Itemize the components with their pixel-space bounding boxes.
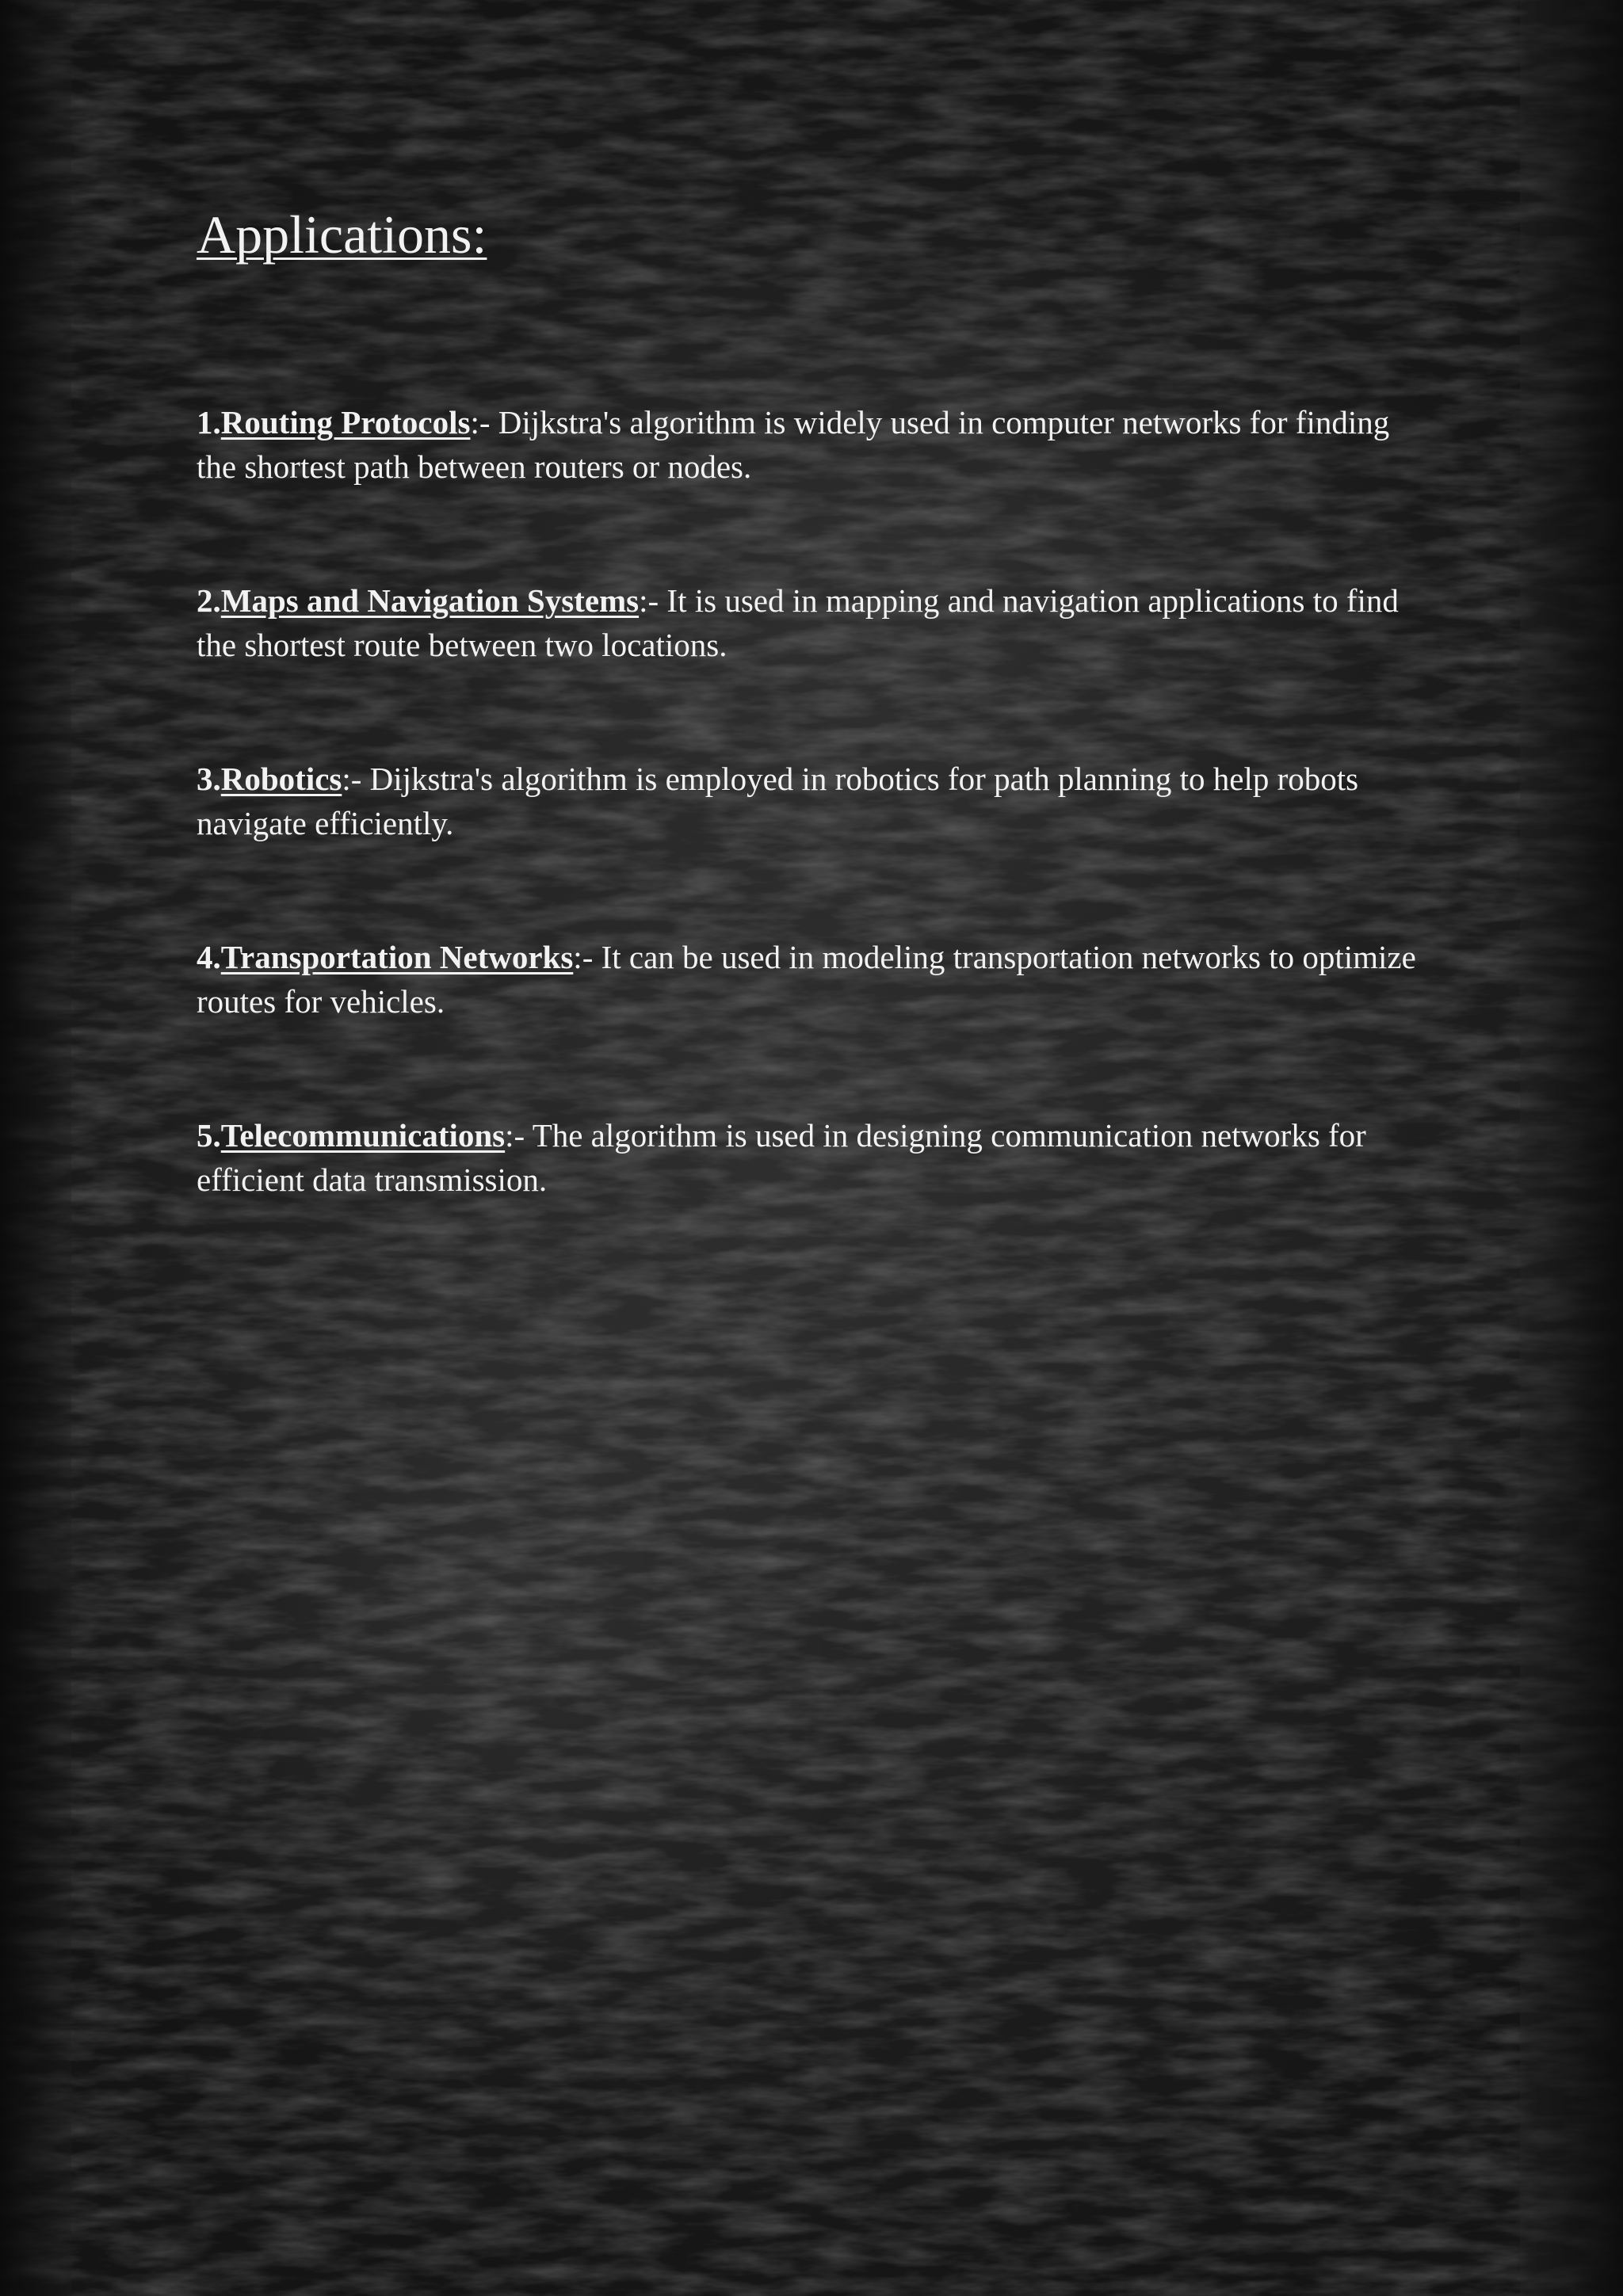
board-right-edge: [1520, 0, 1623, 2296]
page-title: Applications:: [197, 204, 487, 265]
list-item: [197, 400, 1433, 489]
document-content: [197, 202, 1433, 1198]
item-term: Transportation Networks: [220, 939, 574, 975]
item-separator: :-: [573, 939, 601, 975]
item-number: 1.: [197, 404, 221, 441]
item-description: Dijkstra's algorithm is employed in robotics for path planning to help robots navigate efficiently.: [197, 761, 1359, 841]
item-separator: :-: [342, 761, 370, 797]
list-item: [197, 578, 1433, 667]
list-item: [197, 757, 1433, 845]
list-item: [197, 935, 1433, 1024]
item-separator: :-: [505, 1117, 533, 1154]
item-separator: :-: [470, 404, 498, 441]
item-term: Telecommunications: [220, 1117, 506, 1154]
item-separator: :-: [639, 582, 667, 619]
item-description: It is used in mapping and navigation applications to find the shortest route between two locations.: [197, 582, 1399, 663]
item-number: 4.: [197, 939, 221, 975]
item-number: 3.: [197, 761, 221, 797]
item-number: 5.: [197, 1117, 221, 1154]
item-number: 2.: [197, 582, 221, 619]
item-term: Robotics: [220, 761, 342, 797]
item-term: Routing Protocols: [220, 404, 471, 441]
board-left-edge: [0, 0, 71, 2296]
item-term: Maps and Navigation Systems: [220, 582, 640, 619]
item-description: The algorithm is used in designing communication networks for efficient data transmission.: [197, 1117, 1366, 1198]
list-item: [197, 1113, 1433, 1202]
item-description: It can be used in modeling transportation networks to optimize routes for vehicles.: [197, 939, 1416, 1020]
item-description: Dijkstra's algorithm is widely used in computer networks for finding the shortest path between routers or nodes.: [197, 404, 1390, 485]
